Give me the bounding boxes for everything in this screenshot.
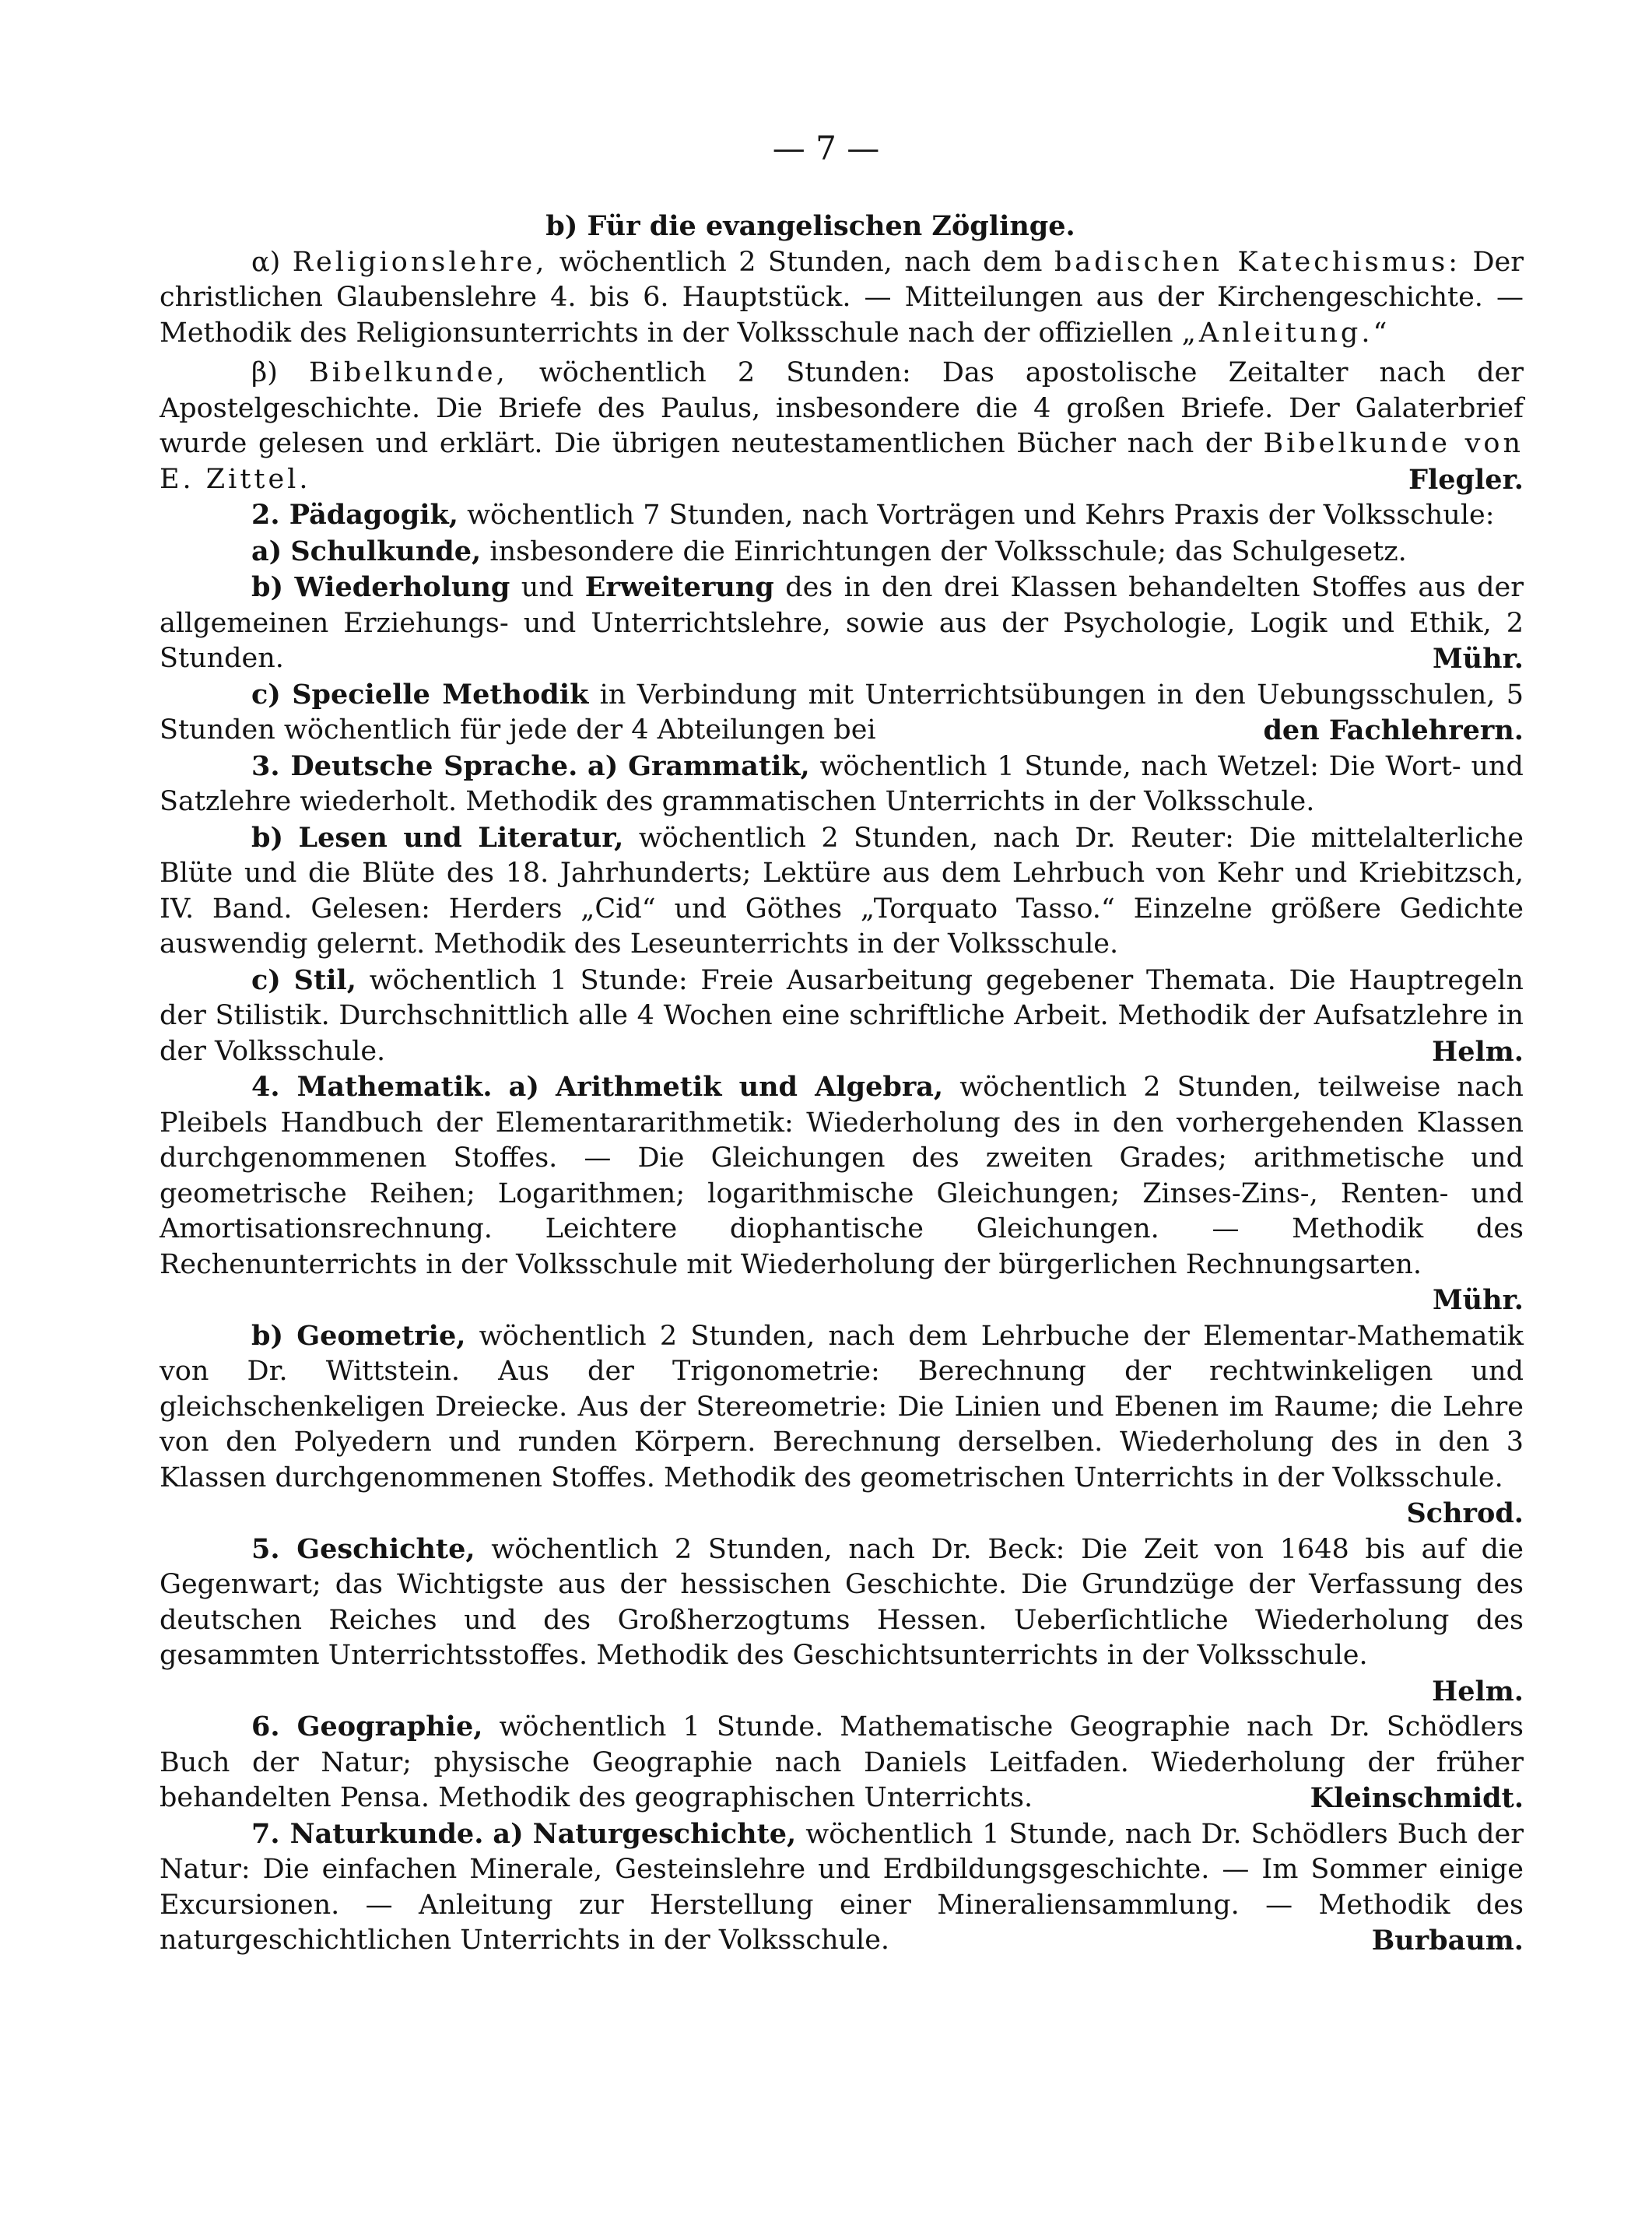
geschichte: 5. Geschichte, wöchentlich 2 Stunden, nach Dr. Beck: Die Zeit von 1648 bis auf die Gegenwart; das Wichtigste aus der hessischen Geschichte. Die Grundzüge der Verfassung des deutschen Reiches und des Großherzogtums Hessen. Ueberſichtliche Wiederholung des gesammten Unterrichtsstoffes. Methodik des Geschichtsunterrichts in der Volksschule. Helm. [160,1532,1524,1710]
paedagogik-intro: 2. Pädagogik, wöchentlich 7 Stunden, nach Vorträgen und Kehrs Praxis der Volksschule: [251,499,1495,531]
teacher-name: Kleinschmidt. [1310,1782,1524,1814]
bibelkunde-book: Bibelkunde von E. Zittel. [160,428,1524,495]
page-content [160,209,1524,1959]
deutsch-c: c) Stil, wöchentlich 1 Stunde: Freie Ausarbeitung gegebener Themata. Die Hauptregeln der Stilistik. Durchschnittlich alle 4 Wochen eine schriftliche Arbeit. Methodik der Aufsatzlehre in der Volksschule. Helm. [160,963,1524,1070]
section-heading: 3. Deutsche Sprache. [251,749,578,782]
deutsch-b: b) Lesen und Literatur, wöchentlich 2 Stunden, nach Dr. Reuter: Die mittelalterliche Blüte und die Blüte des 18. Jahrhunderts; Lektüre aus dem Lehrbuch von Kehr und Kriebitzsch, IV. Band. Gelesen: Herders „Cid“ und Göthes „Torquato Tasso.“ Einzelne größere Gedichte auswendig gelernt. Methodik des Leseunterrichts in der Volksschule. [160,821,1524,960]
geographie: 6. Geographie, wöchentlich 1 Stunde. Mathematische Geographie nach Dr. Schödlers Buch der Natur; physische Geographie nach Daniels Leitfaden. Wiederholung der früher behandelten Pensa. Methodik des geographischen Unterrichts. Kleinschmidt. [160,1709,1524,1816]
teacher-name: Flegler. [1408,463,1524,496]
teacher-name: den Fachlehrern. [1263,714,1524,746]
anleitung-title: „Anleitung.“ [1181,317,1391,349]
alpha-label: α) [251,246,281,278]
section-b-title: b) Für die evangelischen Zöglinge. [545,210,1075,242]
teacher-name: Mühr. [1432,1284,1524,1316]
religion-subject: Religionslehre, [292,246,548,278]
religion-beta: β) Bibelkunde, wöchentlich 2 Stunden: Das apostolische Zeitalter nach der Apostelgeschichte. Die Briefe des Paulus, insbesondere die 4 großen Briefe. Der Galaterbrief wurde gelesen und erklärt. Die übrigen neutestamentlichen Bücher nach der Bibelkunde von E. Zittel. Flegler. [160,356,1524,497]
section-heading: 2. Pädagogik, [251,499,458,531]
beta-label: β) [251,357,278,388]
religion-alpha: α) Religionslehre, wöchentlich 2 Stunden, nach dem badischen Katechismus: Der christlichen Glaubenslehre 4. bis 6. Hauptstück. — Mitteilungen aus der Kirchengeschichte. — Methodik des Religionsunterrichts in der Volksschule nach der offiziellen „Anleitung.“ [160,246,1524,349]
paedagogik-c: c) Specielle Methodik in Verbindung mit Unterrichtsübungen in den Uebungsschulen, 5 Stunden wöchentlich für jede der 4 Abteilungen bei den Fachlehrern. [160,677,1524,749]
teacher-name: Helm. [1432,1675,1524,1707]
katechismus-title: badischen Katechismus: [1054,246,1461,278]
mathematik-a: 4. Mathematik. a) Arithmetik und Algebra, wöchentlich 2 Stunden, teilweise nach Pleibels Handbuch der Elementararithmetik: Wiederholung des in den vorhergehenden Klassen durchgenommenen Stoffes. — Die Gleichungen des zweiten Grades; arithmetische und geometrische Reihen; Logarithmen; logarithmische Gleichungen; Zinses-Zins-, Renten- und Amortisationsrechnung. Leichtere diophantische Gleichungen. — Methodik des Rechenunterrichts in der Volksschule mit Wiederholung der bürgerlichen Rechnungsarten. Mühr. [160,1069,1524,1318]
naturkunde-a: 7. Naturkunde. a) Naturgeschichte, wöchentlich 1 Stunde, nach Dr. Schödlers Buch der Natur: Die einfachen Minerale, Gesteinslehre und Erdbildungsgeschichte. — Im Sommer einige Excursionen. — Anleitung zur Herstellung einer Mineraliensammlung. — Methodik des naturgeschichtlichen Unterrichts in der Volksschule. Burbaum. [160,1816,1524,1959]
bibelkunde-subject: Bibelkunde, [308,357,508,388]
paedagogik-b: b) Wiederholung und Erweiterung des in den drei Klassen behandelten Stoffes aus der allgemeinen Erziehungs- und Unterrichtslehre, sowie aus der Psychologie, Logik und Ethik, 2 Stunden. Mühr. [160,570,1524,677]
teacher-name: Schrod. [1406,1497,1524,1529]
paedagogik-a: a) Schulkunde, insbesondere die Einrichtungen der Volksschule; das Schulgesetz. [251,535,1407,567]
teacher-name: Helm. [1432,1035,1524,1068]
section-heading: 4. Mathematik. [251,1071,493,1103]
mathematik-b: b) Geometrie, wöchentlich 2 Stunden, nach dem Lehrbuche der Elementar-Mathematik von Dr. Wittstein. Aus der Trigonometrie: Berechnung der rechtwinkeligen und gleichschenkeligen Dreiecke. Aus der Stereometrie: Die Linien und Ebenen im Raume; die Lehre von den Polyedern und runden Körpern. Berechnung derselben. Wiederholung des in den 3 Klassen durchgenommenen Stoffes. Methodik des geometrischen Unterrichts in der Volksschule. Schrod. [160,1318,1524,1532]
deutsch-a: 3. Deutsche Sprache. a) Grammatik, wöchentlich 1 Stunde, nach Wetzel: Die Wort- und Satzlehre wiederholt. Methodik des grammatischen Unterrichts in der Volksschule. [160,749,1524,817]
section-heading: 5. Geschichte, [251,1532,475,1565]
section-heading: 6. Geographie, [251,1711,483,1742]
section-heading: 7. Naturkunde. [251,1817,484,1850]
teacher-name: Burbaum. [1371,1925,1524,1957]
teacher-name: Mühr. [1432,643,1524,675]
page-number: — 7 — [772,129,880,167]
